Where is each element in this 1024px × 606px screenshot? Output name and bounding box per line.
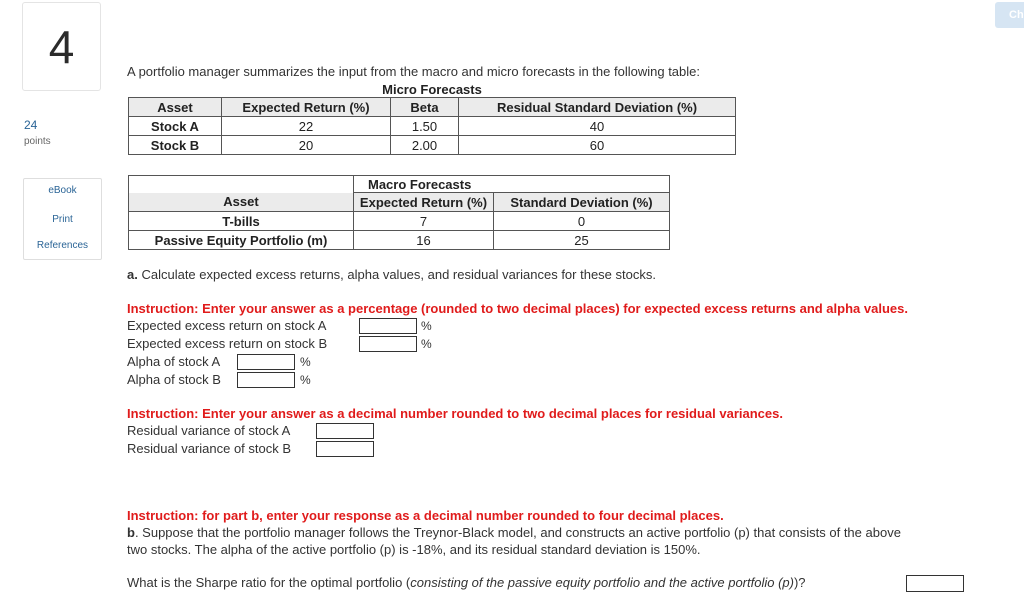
sharpe-question: [127, 575, 806, 590]
instruction-percentage: Instruction: Enter your answer as a percentage (rounded to two decimal places) for expected excess returns and alpha values.: [127, 301, 908, 316]
question-number: 4: [48, 20, 75, 73]
micro-cell: 20: [222, 136, 391, 155]
micro-cell: 1.50: [391, 117, 459, 136]
references-link[interactable]: References: [36, 240, 89, 251]
table-row: [129, 117, 736, 136]
excess-return-a-unit: %: [421, 319, 432, 333]
points-value: 24: [24, 118, 38, 132]
table-row: [129, 231, 670, 250]
macro-header-standard-deviation: Standard Deviation (%): [494, 193, 670, 212]
macro-header-expected-return: Expected Return (%): [354, 193, 494, 212]
part-b-text-line1: [127, 525, 901, 540]
excess-return-b-unit: %: [421, 337, 432, 351]
table-row: [129, 212, 670, 231]
micro-cell: Stock A: [129, 117, 222, 136]
residual-variance-b-input[interactable]: [316, 441, 374, 457]
alpha-b-input[interactable]: [237, 372, 295, 388]
micro-forecasts-table: [128, 81, 736, 155]
residual-variance-b-label: Residual variance of stock B: [127, 441, 292, 456]
excess-return-b-input[interactable]: [359, 336, 417, 352]
part-a-text: Calculate expected excess returns, alpha values, and residual variances for these stocks.: [141, 267, 656, 282]
residual-variance-a-input[interactable]: [316, 423, 374, 439]
macro-cell: T-bills: [129, 212, 354, 231]
sharpe-question-suffix: )?: [793, 575, 806, 590]
alpha-b-label: Alpha of stock B: [127, 372, 221, 387]
points-label: points: [24, 136, 51, 147]
sharpe-question-prefix: What is the Sharpe ratio for the optimal portfolio (: [127, 575, 411, 590]
micro-header-beta: Beta: [391, 98, 459, 117]
instruction-residual: Instruction: Enter your answer as a decimal number rounded to two decimal places for residual variances.: [127, 406, 783, 421]
macro-cell: Passive Equity Portfolio (m): [129, 231, 354, 250]
macro-forecasts-table: [128, 175, 670, 250]
part-a-label: a.: [127, 267, 138, 282]
micro-header-asset: Asset: [129, 98, 222, 117]
excess-return-b-label: Expected excess return on stock B: [127, 336, 328, 351]
sharpe-ratio-input[interactable]: [906, 575, 964, 592]
alpha-a-label: Alpha of stock A: [127, 354, 221, 369]
sharpe-question-italic: consisting of the passive equity portfolio and the active portfolio (p): [410, 575, 794, 590]
micro-cell: 40: [459, 117, 736, 136]
intro-text: A portfolio manager summarizes the input from the macro and micro forecasts in the following table:: [127, 64, 700, 79]
macro-cell: 7: [354, 212, 494, 231]
macro-cell: 16: [354, 231, 494, 250]
alpha-a-input[interactable]: [237, 354, 295, 370]
excess-return-a-input[interactable]: [359, 318, 417, 334]
residual-variance-a-label: Residual variance of stock A: [127, 423, 291, 438]
macro-cell: 25: [494, 231, 670, 250]
print-link[interactable]: Print: [52, 214, 73, 225]
micro-header-expected-return: Expected Return (%): [222, 98, 391, 117]
macro-title-spacer: [129, 176, 354, 193]
part-b-label: b: [127, 525, 135, 540]
alpha-b-unit: %: [300, 373, 311, 387]
micro-cell: Stock B: [129, 136, 222, 155]
part-b-text-line2: two stocks. The alpha of the active portfolio (p) is -18%, and its residual standard deviation is 150%.: [127, 542, 701, 557]
alpha-a-unit: %: [300, 355, 311, 369]
macro-table-title: Macro Forecasts: [354, 176, 670, 193]
resource-links-panel: [23, 178, 102, 260]
micro-table-title: Micro Forecasts: [382, 81, 482, 97]
micro-cell: 60: [459, 136, 736, 155]
part-a-prompt: [127, 267, 656, 282]
micro-cell: 2.00: [391, 136, 459, 155]
part-b-text-1: . Suppose that the portfolio manager follows the Treynor-Black model, and constructs an active portfolio (p) that consists of the above: [134, 525, 901, 540]
macro-header-asset: Asset: [129, 193, 354, 212]
instruction-part-b: Instruction: for part b, enter your response as a decimal number rounded to four decimal places.: [127, 508, 724, 523]
ebook-link[interactable]: eBook: [48, 185, 77, 196]
micro-header-residual-sd: Residual Standard Deviation (%): [459, 98, 736, 117]
macro-cell: 0: [494, 212, 670, 231]
micro-cell: 22: [222, 117, 391, 136]
question-number-box: [22, 2, 101, 91]
table-row: [129, 136, 736, 155]
excess-return-a-label: Expected excess return on stock A: [127, 318, 327, 333]
check-my-work-button[interactable]: Ch: [995, 2, 1024, 28]
